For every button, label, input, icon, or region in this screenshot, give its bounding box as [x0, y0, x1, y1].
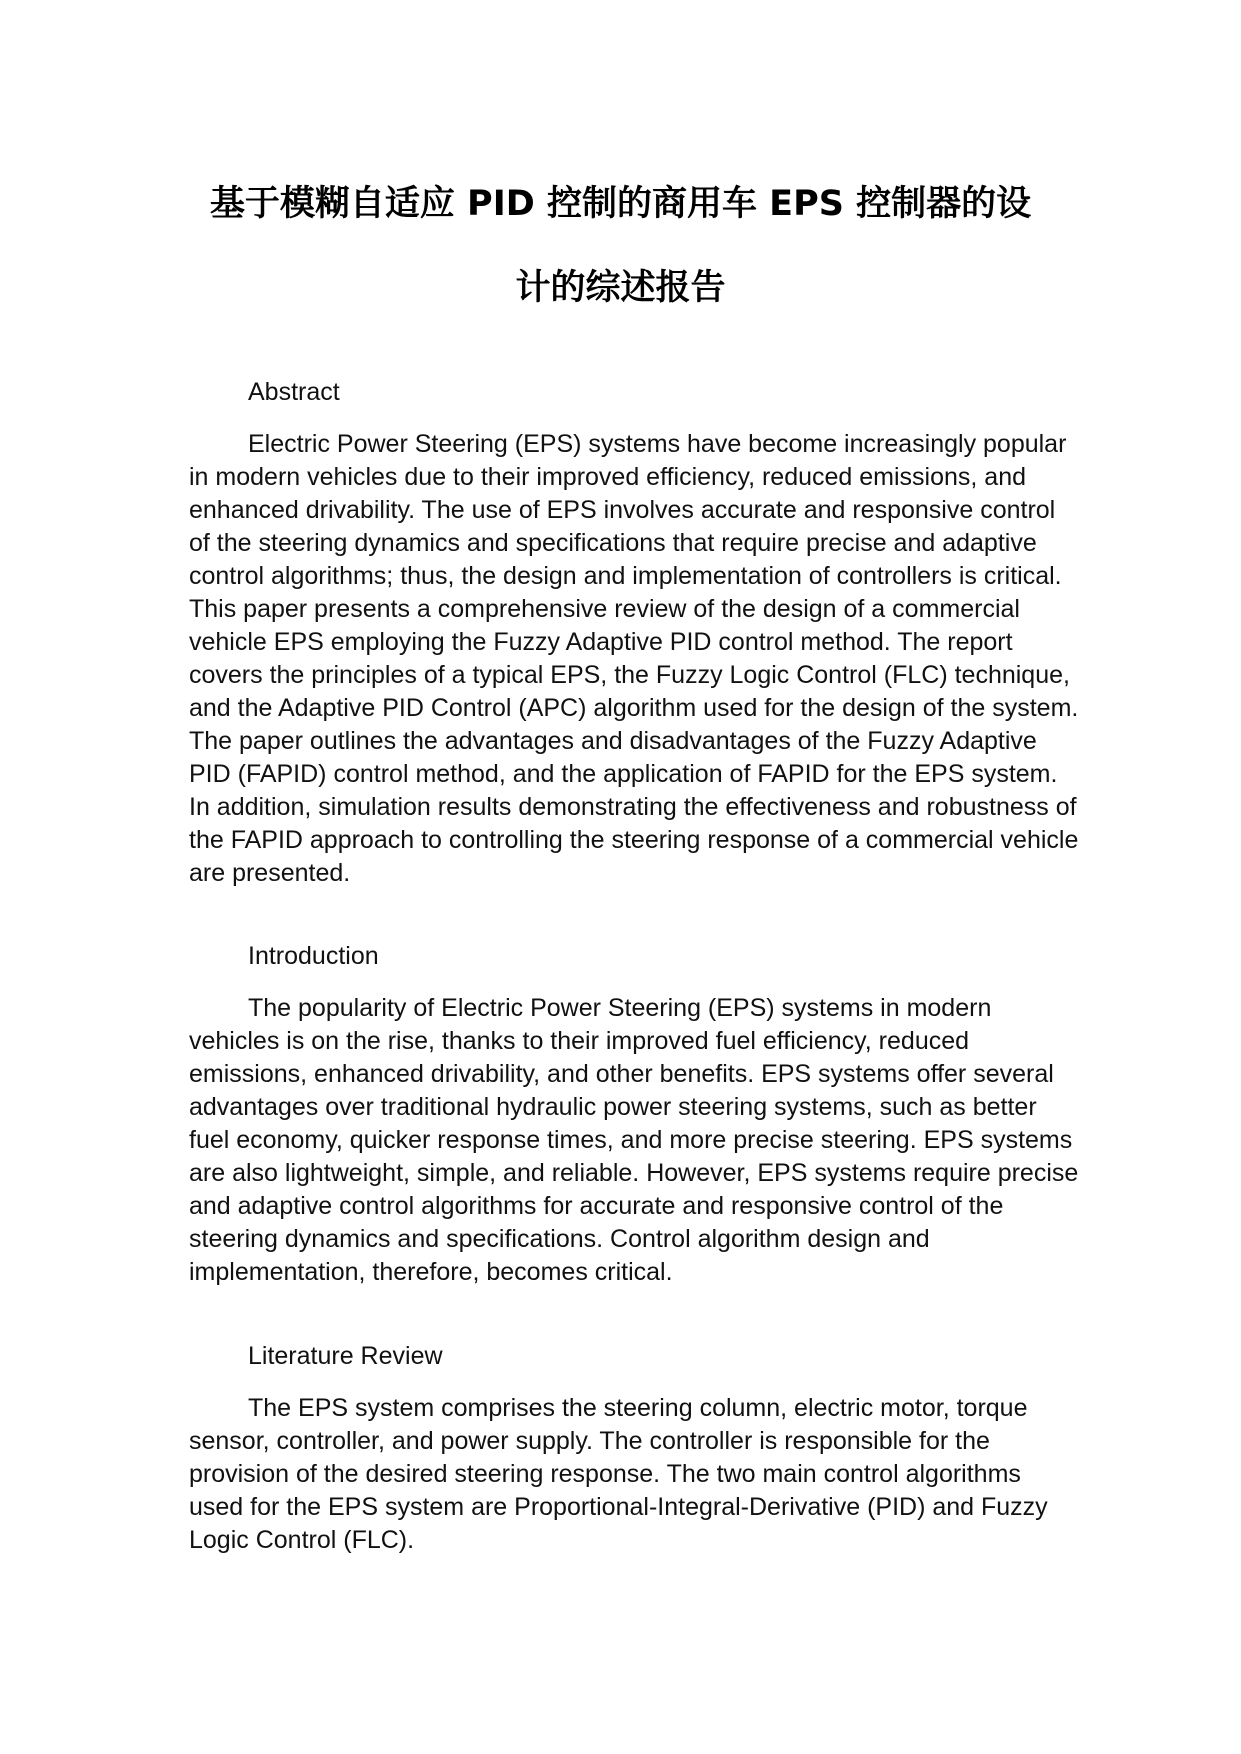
- section-body-literature-review: The EPS system comprises the steering column, electric motor, torque sensor, controller, and power supply. The controller is responsible for the provision of the desired steering response. The two main control algorithms used for the EPS system are Proportional-Integral-Derivative (PID) and Fuzzy Logic Control (FLC).: [189, 1394, 1048, 1554]
- section-body-abstract: Electric Power Steering (EPS) systems have become increasingly popular in modern vehicles due to their improved efficiency, reduced emissions, and enhanced drivability. The use of EPS involves accurate and responsive control of the steering dynamics and specifications that require precise and adaptive control algorithms; thus, the design and implementation of controllers is critical. This paper presents a comprehensive review of the design of a commercial vehicle EPS employing the Fuzzy Adaptive PID control method. The report covers the principles of a typical EPS, the Fuzzy Logic Control (FLC) technique, and the Adaptive PID Control (APC) algorithm used for the design of the system. The paper outlines the advantages and disadvantages of the Fuzzy Adaptive PID (FAPID) control method, and the application of FAPID for the EPS system. In addition, simulation results demonstrating the effectiveness and robustness of the FAPID approach to controlling the steering response of a commercial vehicle are presented.: [189, 430, 1079, 887]
- section-heading-introduction: Introduction: [248, 942, 379, 970]
- document-title-line-1: 基于模糊自适应 PID 控制的商用车 EPS 控制器的设: [209, 184, 1032, 224]
- section-heading-literature-review: Literature Review: [248, 1342, 443, 1370]
- section-body-introduction: The popularity of Electric Power Steering (EPS) systems in modern vehicles is on the rise, thanks to their improved fuel efficiency, reduced emissions, enhanced drivability, and other benefits. EPS systems offer several advantages over traditional hydraulic power steering systems, such as better fuel economy, quicker response times, and more precise steering. EPS systems are also lightweight, simple, and reliable. However, EPS systems require precise and adaptive control algorithms for accurate and responsive control of the steering dynamics and specifications. Control algorithm design and implementation, therefore, becomes critical.: [189, 994, 1079, 1286]
- document-title-line-2: 计的综述报告: [515, 268, 726, 308]
- section-heading-abstract: Abstract: [248, 378, 340, 406]
